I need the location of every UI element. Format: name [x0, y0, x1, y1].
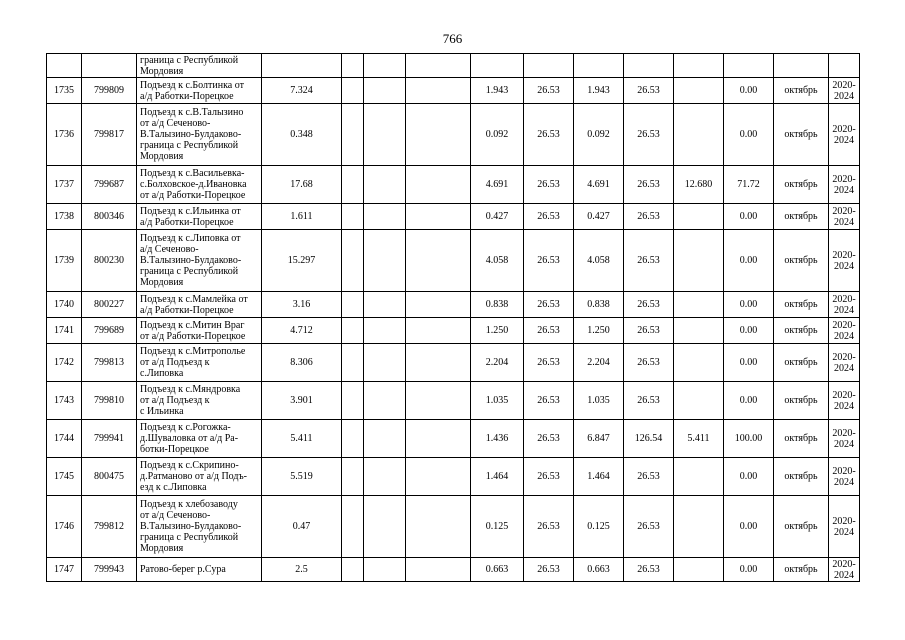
cell-percent: 26.53: [624, 78, 674, 104]
cell-number: 1741: [47, 318, 82, 344]
cell-percent: 26.53: [624, 166, 674, 204]
cell-value: 0.427: [471, 204, 524, 230]
cell-percent: 26.53: [624, 382, 674, 420]
cell-empty: [364, 292, 406, 318]
cell-period: 2020- 2024: [829, 230, 860, 292]
cell-period: 2020- 2024: [829, 344, 860, 382]
cell-code: 799941: [82, 420, 137, 458]
cell-number: [47, 54, 82, 78]
cell-number: 1740: [47, 292, 82, 318]
cell-empty: [364, 558, 406, 582]
cell-road-name: Подъезд к с.Липовка от а/д Сеченово- В.Талызино-Булдаково- граница с Республикой Мордовия: [137, 230, 262, 292]
cell-percent: 100.00: [724, 420, 774, 458]
cell-code: 800475: [82, 458, 137, 496]
cell-empty: [406, 78, 471, 104]
cell-percent: 0.00: [724, 558, 774, 582]
cell-period: 2020- 2024: [829, 496, 860, 558]
cell-road-name: Подъезд к хлебозаводу от а/д Сеченово- В.Талызино-Булдаково- граница с Республикой Мордовия: [137, 496, 262, 558]
cell-value: [674, 318, 724, 344]
cell-length: 7.324: [262, 78, 342, 104]
cell-value: [674, 230, 724, 292]
cell-value: 1.436: [471, 420, 524, 458]
cell-percent: 26.53: [524, 558, 574, 582]
cell-percent: 0.00: [724, 318, 774, 344]
cell-value: 0.663: [574, 558, 624, 582]
cell-code: [82, 54, 137, 78]
cell-code: 799810: [82, 382, 137, 420]
cell-road-name: Подъезд к с.Мяндровка от а/д Подъезд к с Ильинка: [137, 382, 262, 420]
cell-month: октябрь: [774, 382, 829, 420]
cell-percent: 0.00: [724, 382, 774, 420]
cell-length: 15.297: [262, 230, 342, 292]
cell-empty: [406, 558, 471, 582]
cell-empty: [406, 344, 471, 382]
cell-month: октябрь: [774, 420, 829, 458]
table-row: [47, 558, 860, 582]
cell-percent: 0.00: [724, 292, 774, 318]
cell-value: 0.125: [471, 496, 524, 558]
table-row: [47, 166, 860, 204]
cell-code: 800346: [82, 204, 137, 230]
cell-percent: 26.53: [624, 104, 674, 166]
cell-number: 1735: [47, 78, 82, 104]
cell-number: 1739: [47, 230, 82, 292]
cell-percent: 26.53: [524, 420, 574, 458]
cell-empty: [406, 382, 471, 420]
cell-percent: 0.00: [724, 230, 774, 292]
cell-value: 0.092: [471, 104, 524, 166]
cell-month: октябрь: [774, 78, 829, 104]
cell-road-name: Подъезд к с.Рогожка- д.Шуваловка от а/д Ра- ботки-Порецкое: [137, 420, 262, 458]
cell-value: 1.943: [574, 78, 624, 104]
table-row: [47, 318, 860, 344]
cell-empty: [406, 230, 471, 292]
cell-value: [674, 204, 724, 230]
cell-number: 1747: [47, 558, 82, 582]
cell-number: 1743: [47, 382, 82, 420]
roads-table: [46, 53, 860, 582]
cell-empty: [406, 104, 471, 166]
cell-percent: 26.53: [524, 204, 574, 230]
cell-value: 4.058: [574, 230, 624, 292]
cell-road-name: Подъезд к с.Болтинка от а/д Работки-Порецкое: [137, 78, 262, 104]
cell-percent: 26.53: [624, 204, 674, 230]
cell-road-name: Подъезд к с.Мамлейка от а/д Работки-Порецкое: [137, 292, 262, 318]
cell-length: 5.519: [262, 458, 342, 496]
cell-empty: [342, 78, 364, 104]
cell-value: 0.663: [471, 558, 524, 582]
cell-road-name: Подъезд к с.Митин Враг от а/д Работки-Порецкое: [137, 318, 262, 344]
cell-period: 2020- 2024: [829, 382, 860, 420]
cell-empty: [364, 204, 406, 230]
cell-code: 799943: [82, 558, 137, 582]
cell-percent: 0.00: [724, 204, 774, 230]
cell-code: 799687: [82, 166, 137, 204]
cell-value: [674, 558, 724, 582]
cell-empty: [364, 166, 406, 204]
cell-road-name: Подъезд к с.Васильевка- с.Болховское-д.Ивановка от а/д Работки-Порецкое: [137, 166, 262, 204]
cell-month: октябрь: [774, 292, 829, 318]
cell-month: октябрь: [774, 318, 829, 344]
cell-value: [674, 382, 724, 420]
cell-number: 1742: [47, 344, 82, 382]
cell-empty: [364, 382, 406, 420]
cell-percent: 26.53: [524, 78, 574, 104]
table-row: [47, 344, 860, 382]
cell-period: 2020- 2024: [829, 104, 860, 166]
cell-percent: 0.00: [724, 104, 774, 166]
cell-value: 12.680: [674, 166, 724, 204]
cell-code: 799809: [82, 78, 137, 104]
cell-value: 0.838: [471, 292, 524, 318]
cell-code: 799689: [82, 318, 137, 344]
table-row: [47, 382, 860, 420]
cell-period: 2020- 2024: [829, 204, 860, 230]
cell-road-name: Ратово-берег р.Сура: [137, 558, 262, 582]
cell-empty: [406, 292, 471, 318]
cell-percent: 26.53: [524, 166, 574, 204]
cell-length: 8.306: [262, 344, 342, 382]
cell-value: 0.125: [574, 496, 624, 558]
cell-empty: [406, 496, 471, 558]
cell-code: 800230: [82, 230, 137, 292]
cell-period: 2020- 2024: [829, 318, 860, 344]
cell-value: 4.691: [471, 166, 524, 204]
cell-empty: [342, 166, 364, 204]
cell-value: [674, 344, 724, 382]
cell-empty: [342, 382, 364, 420]
cell-value: [674, 104, 724, 166]
cell-number: 1746: [47, 496, 82, 558]
cell-month: октябрь: [774, 166, 829, 204]
cell-percent: 26.53: [624, 292, 674, 318]
cell-value: 4.691: [574, 166, 624, 204]
cell-length: 4.712: [262, 318, 342, 344]
cell-value: 1.943: [471, 78, 524, 104]
cell-month: октябрь: [774, 558, 829, 582]
cell-percent: 26.53: [524, 458, 574, 496]
cell-percent: 71.72: [724, 166, 774, 204]
cell-percent: 26.53: [624, 496, 674, 558]
cell-empty: [406, 420, 471, 458]
cell-month: октябрь: [774, 104, 829, 166]
cell-number: 1744: [47, 420, 82, 458]
cell-month: октябрь: [774, 496, 829, 558]
cell-percent: 26.53: [524, 382, 574, 420]
cell-period: 2020- 2024: [829, 78, 860, 104]
cell-percent: 26.53: [524, 318, 574, 344]
cell-value: [674, 458, 724, 496]
cell-percent: 126.54: [624, 420, 674, 458]
cell-empty: [342, 230, 364, 292]
cell-month: октябрь: [774, 458, 829, 496]
cell-period: 2020- 2024: [829, 292, 860, 318]
cell-empty: [342, 344, 364, 382]
cell-value: 1.250: [471, 318, 524, 344]
cell-month: октябрь: [774, 344, 829, 382]
table-row: [47, 78, 860, 104]
table-row-continuation: [47, 54, 860, 78]
cell-empty: [364, 104, 406, 166]
cell-value: 1.035: [574, 382, 624, 420]
cell-length: 3.901: [262, 382, 342, 420]
cell-period: 2020- 2024: [829, 420, 860, 458]
table-row: [47, 458, 860, 496]
cell-empty: [364, 78, 406, 104]
cell-percent: 0.00: [724, 344, 774, 382]
cell-empty: [364, 344, 406, 382]
cell-number: 1736: [47, 104, 82, 166]
cell-value: 5.411: [674, 420, 724, 458]
cell-length: 0.47: [262, 496, 342, 558]
cell-value: [674, 78, 724, 104]
cell-code: 800227: [82, 292, 137, 318]
cell-empty: [364, 458, 406, 496]
cell-empty: [342, 496, 364, 558]
cell-percent: 26.53: [624, 230, 674, 292]
cell-period: 2020- 2024: [829, 558, 860, 582]
table-row: [47, 104, 860, 166]
cell-road-name: граница с Республикой Мордовия: [137, 54, 262, 78]
cell-empty: [406, 166, 471, 204]
cell-period: 2020- 2024: [829, 166, 860, 204]
cell-length: 17.68: [262, 166, 342, 204]
cell-number: 1738: [47, 204, 82, 230]
cell-length: 5.411: [262, 420, 342, 458]
cell-length: 0.348: [262, 104, 342, 166]
table-row: [47, 230, 860, 292]
cell-empty: [342, 420, 364, 458]
cell-empty: [342, 292, 364, 318]
cell-empty: [406, 318, 471, 344]
cell-number: 1737: [47, 166, 82, 204]
cell-road-name: Подъезд к с.Ильинка от а/д Работки-Порецкое: [137, 204, 262, 230]
cell-empty: [342, 558, 364, 582]
table-row: [47, 204, 860, 230]
cell-value: 0.427: [574, 204, 624, 230]
cell-empty: [406, 458, 471, 496]
cell-value: 1.464: [471, 458, 524, 496]
cell-length: 3.16: [262, 292, 342, 318]
cell-month: октябрь: [774, 204, 829, 230]
cell-road-name: Подъезд к с.В.Талызино от а/д Сеченово- В.Талызино-Булдаково- граница с Республикой Мордовия: [137, 104, 262, 166]
cell-code: 799817: [82, 104, 137, 166]
cell-percent: 26.53: [624, 458, 674, 496]
cell-length: 1.611: [262, 204, 342, 230]
cell-value: 6.847: [574, 420, 624, 458]
cell-month: октябрь: [774, 230, 829, 292]
cell-value: 0.092: [574, 104, 624, 166]
cell-empty: [342, 204, 364, 230]
cell-empty: [406, 204, 471, 230]
table-row: [47, 420, 860, 458]
cell-code: 799813: [82, 344, 137, 382]
cell-value: 0.838: [574, 292, 624, 318]
cell-empty: [342, 104, 364, 166]
page-number: 766: [442, 31, 463, 46]
cell-value: [674, 292, 724, 318]
cell-road-name: Подъезд к с.Митрополье от а/д Подъезд к с.Липовка: [137, 344, 262, 382]
cell-percent: 26.53: [524, 104, 574, 166]
cell-value: 1.035: [471, 382, 524, 420]
cell-value: 1.250: [574, 318, 624, 344]
cell-empty: [364, 318, 406, 344]
cell-percent: 26.53: [624, 318, 674, 344]
cell-percent: 26.53: [624, 344, 674, 382]
cell-empty: [364, 496, 406, 558]
cell-percent: 0.00: [724, 496, 774, 558]
cell-length: 2.5: [262, 558, 342, 582]
cell-empty: [342, 458, 364, 496]
cell-percent: 0.00: [724, 78, 774, 104]
table-row: [47, 292, 860, 318]
cell-percent: 26.53: [524, 344, 574, 382]
cell-empty: [364, 420, 406, 458]
table-row: [47, 496, 860, 558]
cell-percent: 26.53: [524, 292, 574, 318]
cell-value: 2.204: [471, 344, 524, 382]
cell-percent: 26.53: [524, 230, 574, 292]
cell-period: 2020- 2024: [829, 458, 860, 496]
cell-value: 2.204: [574, 344, 624, 382]
cell-value: 4.058: [471, 230, 524, 292]
cell-percent: 26.53: [524, 496, 574, 558]
cell-empty: [364, 230, 406, 292]
cell-number: 1745: [47, 458, 82, 496]
cell-code: 799812: [82, 496, 137, 558]
cell-value: 1.464: [574, 458, 624, 496]
cell-road-name: Подъезд к с.Скрипино- д.Ратманово от а/д Подъ- езд к с.Липовка: [137, 458, 262, 496]
cell-percent: 0.00: [724, 458, 774, 496]
cell-percent: 26.53: [624, 558, 674, 582]
cell-empty: [342, 318, 364, 344]
cell-value: [674, 496, 724, 558]
